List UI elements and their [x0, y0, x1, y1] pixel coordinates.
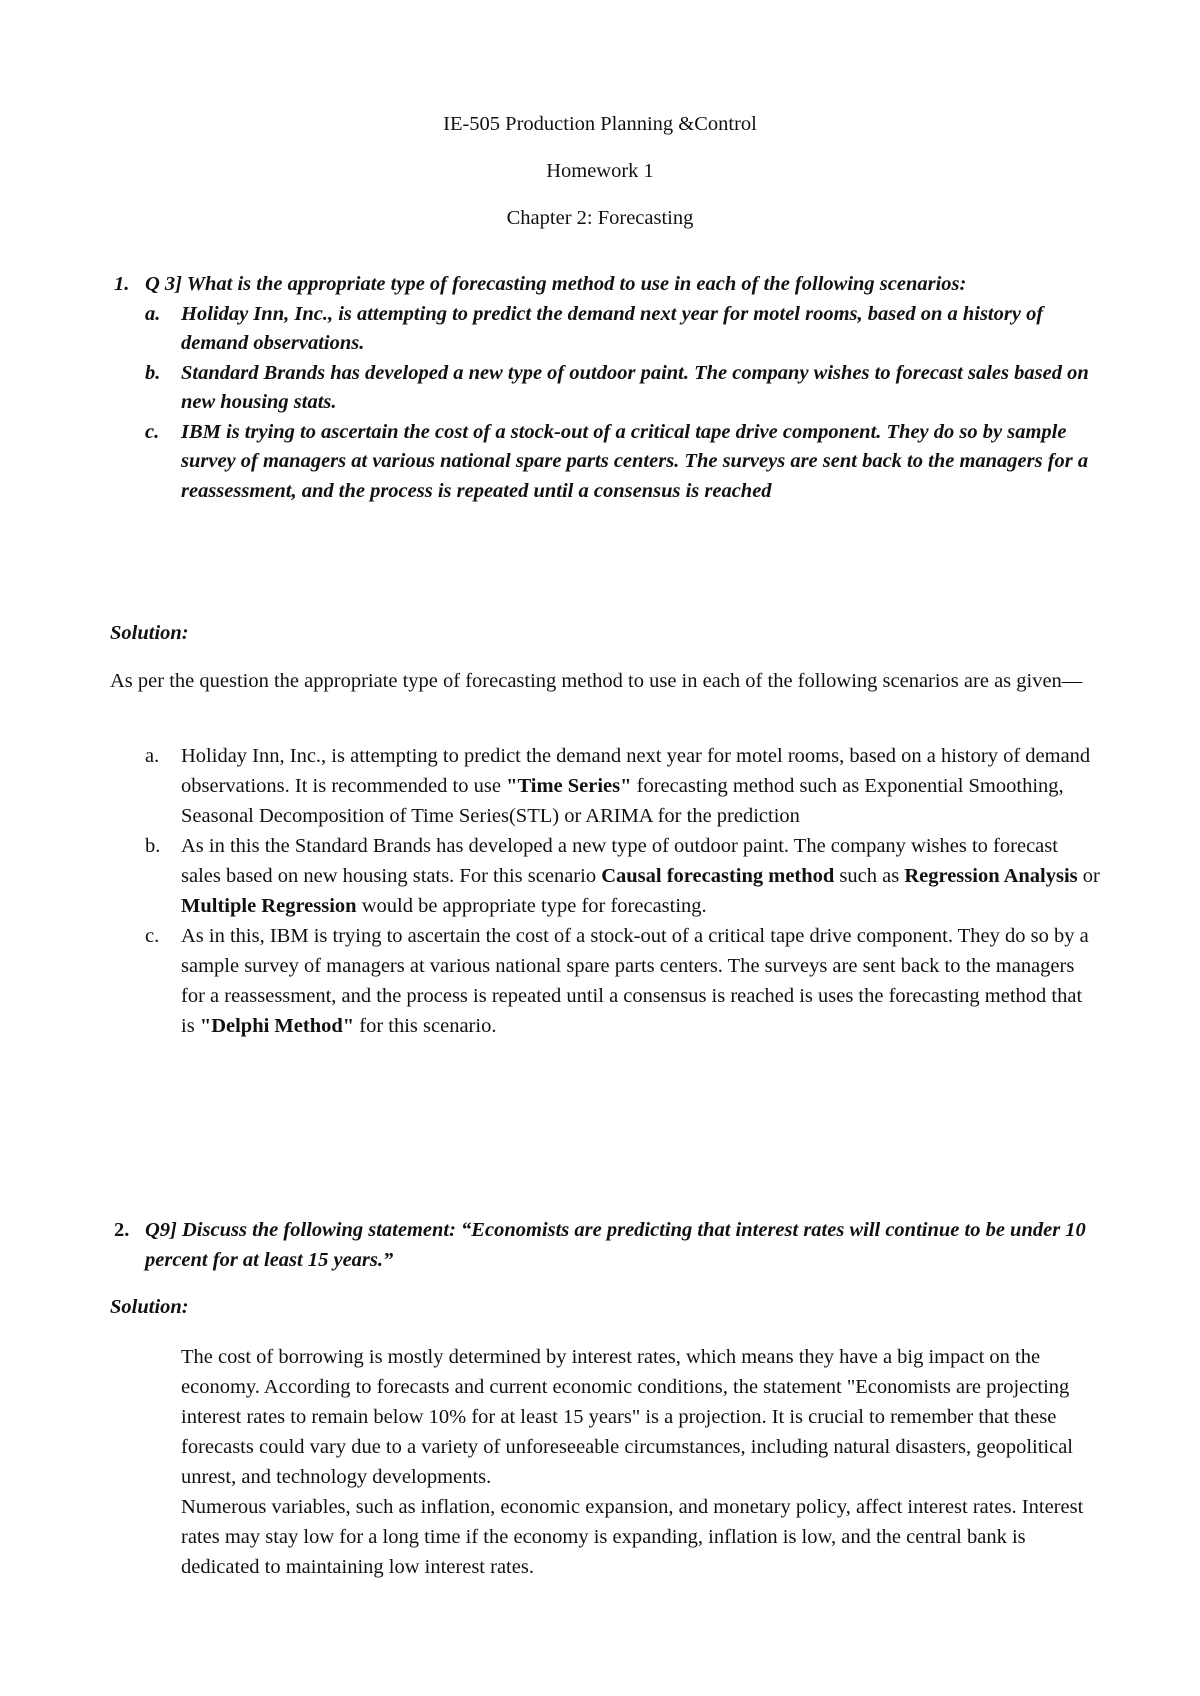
answer-marker: b.: [145, 835, 161, 857]
sub-marker: a.: [145, 302, 161, 325]
solution-1-answers: [145, 741, 1100, 1041]
answer-text: such as: [834, 865, 905, 887]
question-2-text: Q9] Discuss the following statement: “Economists are predicting that interest rates will continue to be under 10 percent for at least 15 years.”: [145, 1219, 1086, 1271]
answer-text: As in this, IBM is trying to ascertain the cost of a stock-out of a critical tape drive component. They do so by a sample survey of managers at various national spare parts centers. The surveys are sent back to the managers for a reassessment, and the process is repeated until a consensus is reached is uses the forecasting method that is: [181, 925, 1089, 1037]
solution-2-paragraph-2: Numerous variables, such as inflation, economic expansion, and monetary policy, affect interest rates. Interest rates may stay low for a long time if the economy is expanding, inflation is low, and the central bank is dedicated to maintaining low interest rates.: [181, 1496, 1084, 1578]
answer-text: Holiday Inn, Inc., is attempting to predict the demand next year for motel rooms, based on a history of demand observations. It is recommended to use: [181, 745, 1091, 797]
solution-2-label: Solution:: [110, 1296, 189, 1318]
answer-text: forecasting method such as Exponential Smoothing, Seasonal Decomposition of Time Series(STL) or ARIMA for the prediction: [181, 775, 1064, 827]
answer-text: As in this the Standard Brands has developed a new type of outdoor paint. The company wishes to forecast sales based on new housing stats. For this scenario: [181, 835, 1058, 887]
answer-emphasis: "Time Series": [506, 775, 632, 797]
answer-a: [145, 741, 1100, 831]
question-1-number: 1.: [114, 273, 130, 295]
answer-marker: c.: [145, 925, 160, 947]
answer-c: [145, 921, 1100, 1041]
question-2: [114, 1216, 1105, 1275]
question-2-number: 2.: [114, 1219, 130, 1241]
answer-b: [145, 831, 1100, 921]
answer-text: for this scenario.: [354, 1015, 497, 1037]
question-1-sub-b: [145, 359, 1105, 418]
sub-text: Holiday Inn, Inc., is attempting to predict the demand next year for motel rooms, based on a history of demand observations.: [181, 302, 1044, 354]
answer-text: or: [1077, 865, 1100, 887]
question-1-sub-a: [145, 300, 1105, 359]
solution-2-paragraph-1: The cost of borrowing is mostly determined by interest rates, which means they have a big impact on the economy. According to forecasts and current economic conditions, the statement "Economists are projecting interest rates to remain below 10% for at least 15 years" is a projection. It is crucial to remember that these forecasts could vary due to a variety of unforeseeable circumstances, including natural disasters, geopolitical unrest, and technology developments.: [181, 1346, 1073, 1488]
question-1: [114, 270, 1105, 506]
answer-emphasis: "Delphi Method": [199, 1015, 355, 1037]
sub-marker: c.: [145, 420, 160, 443]
sub-marker: b.: [145, 361, 161, 384]
solution-1-label: Solution:: [110, 622, 189, 644]
answer-text: would be appropriate type for forecasting.: [356, 895, 707, 917]
sub-text: IBM is trying to ascertain the cost of a stock-out of a critical tape drive component. They do so by sample survey of managers at various national spare parts centers. The surveys are sent back to the managers for a reassessment, and the process is repeated until a consensus is reached: [181, 420, 1089, 502]
answer-marker: a.: [145, 745, 160, 767]
course-title: IE-505 Production Planning &Control: [443, 113, 757, 135]
solution-2-body: [181, 1342, 1101, 1582]
question-1-sub-c: [145, 418, 1105, 507]
solution-1-intro: As per the question the appropriate type of forecasting method to use in each of the following scenarios are as given—: [110, 670, 1083, 692]
sub-text: Standard Brands has developed a new type of outdoor paint. The company wishes to forecast sales based on new housing stats.: [181, 361, 1089, 413]
chapter-title: Chapter 2: Forecasting: [506, 207, 694, 229]
answer-emphasis: Regression Analysis: [904, 865, 1078, 887]
answer-emphasis: Multiple Regression: [181, 895, 357, 917]
question-1-text: Q 3] What is the appropriate type of forecasting method to use in each of the following scenarios:: [145, 273, 967, 295]
homework-title: Homework 1: [546, 160, 654, 182]
answer-emphasis: Causal forecasting method: [601, 865, 835, 887]
